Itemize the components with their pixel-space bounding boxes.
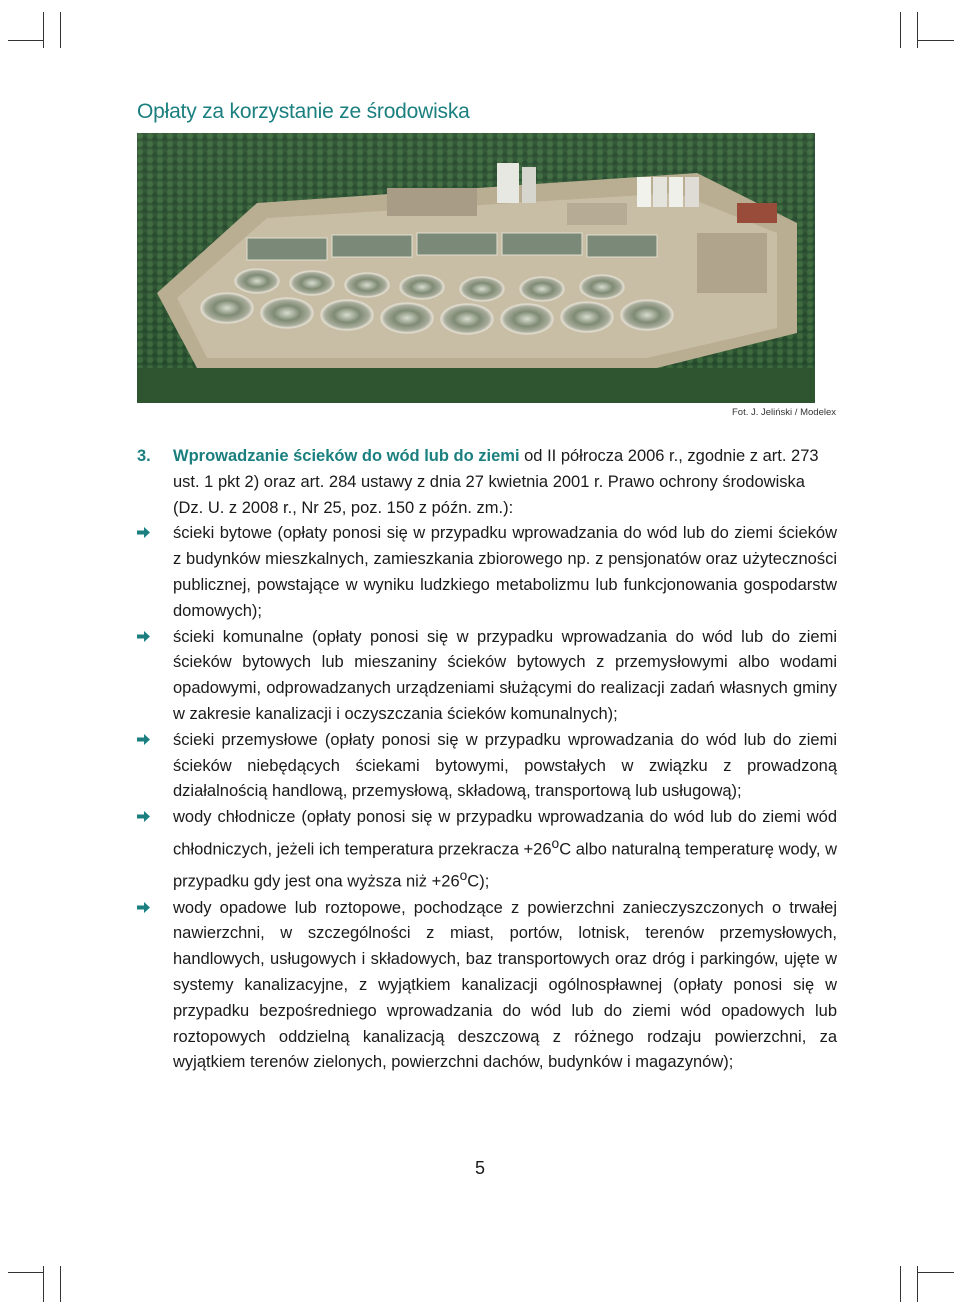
section-number: 3. [137,447,151,465]
section-heading-rest: od II półrocza 2006 r., zgodnie z art. 273 ust. 1 pkt 2) oraz art. 284 ustawy z dnia 27 kwietnia 2001 r. Prawo ochrony środowiska (Dz. U. z 2008 r., Nr 25, poz. 150 z późn. zm.): [173,447,819,517]
crop-mark [900,1266,901,1302]
aerial-photo-treatment-plant [137,133,815,403]
section-heading [137,444,837,521]
arrow-right-icon [137,625,173,728]
page-title: Opłaty za korzystanie ze środowiska [137,100,470,123]
list-item [137,521,837,624]
degree-sup: o [459,868,468,884]
list-item-text: wody opadowe lub roztopowe, pochodzące z powierzchni zanieczyszczonych o trwałej nawierzchni, w szczególności z miast, portów, lotnisk, terenów przemysłowych, handlowych, usługowych i składowych, baz transportowych oraz dróg i parkingów, ujęte w systemy kanalizacyjne, z wyjątkiem kanalizacji ogólnospławnej (opłaty ponosi się w przypadku bezpośredniego wprowadzania do wód lub do ziemi wód opadowych lub roztopowych oddzielną kanalizacją deszczową z różnego rodzaju powierzchni, za wyjątkiem terenów zielonych, powierzchni dachów, budynków i magazynów); [173,898,837,1072]
crop-mark [900,12,901,48]
degree-sup: o [551,835,560,851]
list-item [137,805,837,895]
list-item-text: ścieki komunalne (opłaty ponosi się w przypadku wprowadzania do wód lub do ziemi ścieków bytowych lub mieszaniny ścieków bytowych z przemysłowymi albo wodami opadowymi, odprowadzanych urządzeniami służącymi do realizacji zadań własnych gminy w zakresie kanalizacji i oczyszczania ścieków komunalnych); [173,627,837,723]
arrow-right-icon [137,521,173,624]
section-heading-highlight: Wprowadzanie ścieków do wód lub do ziemi [173,447,520,465]
crop-mark [918,1272,954,1273]
section-heading-text [173,444,837,521]
crop-mark [8,40,44,41]
list-item [137,625,837,728]
list-item [137,896,837,1077]
section-3 [137,444,837,1076]
crop-mark [917,12,918,48]
list-item-text: wody chłodnicze (opłaty ponosi się w przypadku wprowadzania do wód lub do ziemi wód chłodniczych, jeżeli ich temperatura przekracza $+26^oC$ albo naturalną temperaturę wody, w przypadku gdy jest ona wyższa niż $+26^oC$); [173,808,837,891]
list-item [137,728,837,805]
crop-mark [43,12,44,48]
list-item-text: ścieki przemysłowe (opłaty ponosi się w przypadku wprowadzania do wód lub do ziemi ścieków niebędących ściekami bytowymi, powstałych w związku z prowadzoną działalnością handlową, przemysłową, składową, transportową lub usługową); [173,730,837,801]
arrow-right-icon [137,805,173,895]
arrow-right-icon [137,728,173,805]
page-number: 5 [474,1158,485,1178]
crop-mark [918,40,954,41]
crop-mark [60,1266,61,1302]
arrow-right-icon [137,896,173,1077]
crop-mark [8,1272,44,1273]
crop-mark [60,12,61,48]
list-item-text: ścieki bytowe (opłaty ponosi się w przypadku wprowadzania do wód lub do ziemi ścieków z budynków mieszkalnych, zamieszkania zbiorowego np. z pensjonatów oraz użyteczności publicznej, powstające w wyniku ludzkiego metabolizmu lub funkcjonowania gospodarstw domowych); [173,524,837,620]
photo-credit: Fot. J. Jeliński / Modelex [731,407,836,418]
